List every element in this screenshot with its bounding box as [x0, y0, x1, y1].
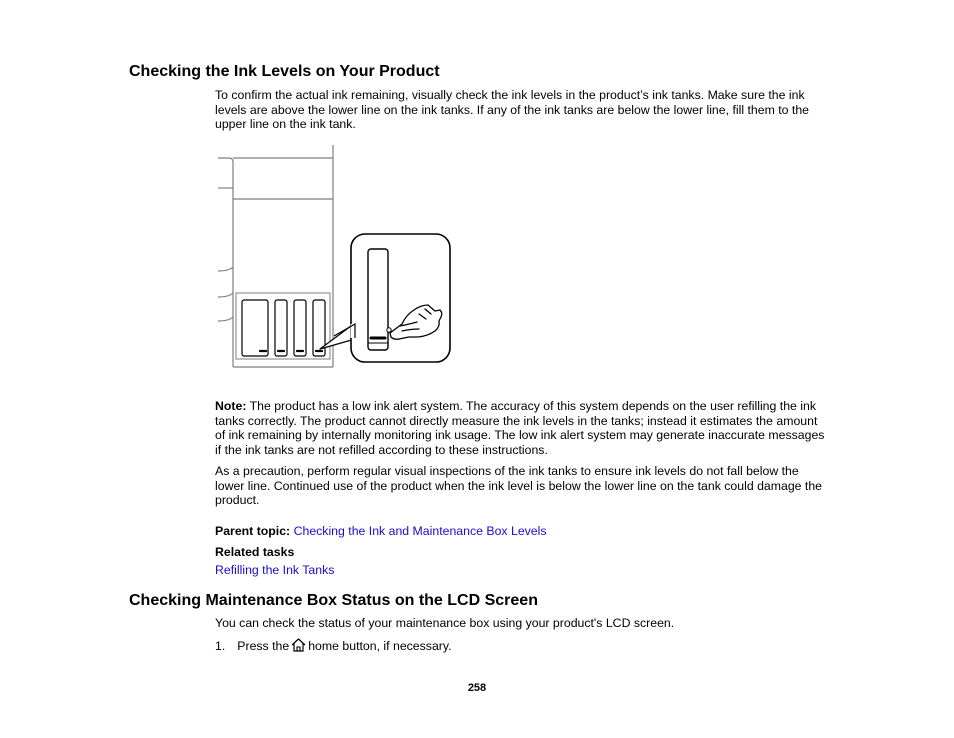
ink-levels-intro: To confirm the actual ink remaining, visually check the ink levels in the product’s ink tanks. Make sure the ink levels are above the lower line on the ink tanks. If any of the ink tanks are below the lower line, fill them to the upper line on the ink tank. — [215, 88, 809, 132]
related-tasks-label: Related tasks — [215, 545, 295, 559]
note-label: Note: — [215, 399, 247, 413]
parent-topic-link[interactable]: Checking the Ink and Maintenance Box Levels — [293, 524, 547, 538]
section-heading-ink-levels: Checking the Ink Levels on Your Product — [129, 63, 440, 80]
parent-topic-label: Parent topic: — [215, 524, 291, 538]
parent-topic — [215, 524, 547, 539]
step-text-before: Press the — [237, 639, 290, 653]
low-ink-alert-note — [215, 399, 830, 457]
page-number: 258 — [467, 682, 487, 694]
ink-tank-illustration — [214, 143, 454, 369]
step-item — [215, 638, 452, 654]
home-icon — [291, 638, 306, 652]
related-task-item — [215, 563, 334, 578]
section-heading-maintenance-box: Checking Maintenance Box Status on the LCD Screen — [129, 592, 538, 609]
maintenance-box-intro: You can check the status of your maintenance box using your product's LCD screen. — [215, 616, 675, 630]
precaution-paragraph: As a precaution, perform regular visual inspections of the ink tanks to ensure ink levels do not fall below the lower line. Continued use of the product when the ink level is below the lower line on the tank could damage the product. — [215, 464, 823, 508]
note-text: The product has a low ink alert system. The accuracy of this system depends on the user refilling the ink tanks correctly. The product cannot directly measure the ink levels in the tanks; instead it estimates the amount of ink remaining by internally monitoring ink usage. The low ink alert system may generate inaccurate messages if the ink tanks are not refilled according to these instructions. — [215, 399, 825, 457]
step-text-after: home button, if necessary. — [308, 639, 452, 653]
refilling-ink-tanks-link[interactable]: Refilling the Ink Tanks — [215, 563, 335, 577]
step-number: 1. — [215, 639, 226, 653]
